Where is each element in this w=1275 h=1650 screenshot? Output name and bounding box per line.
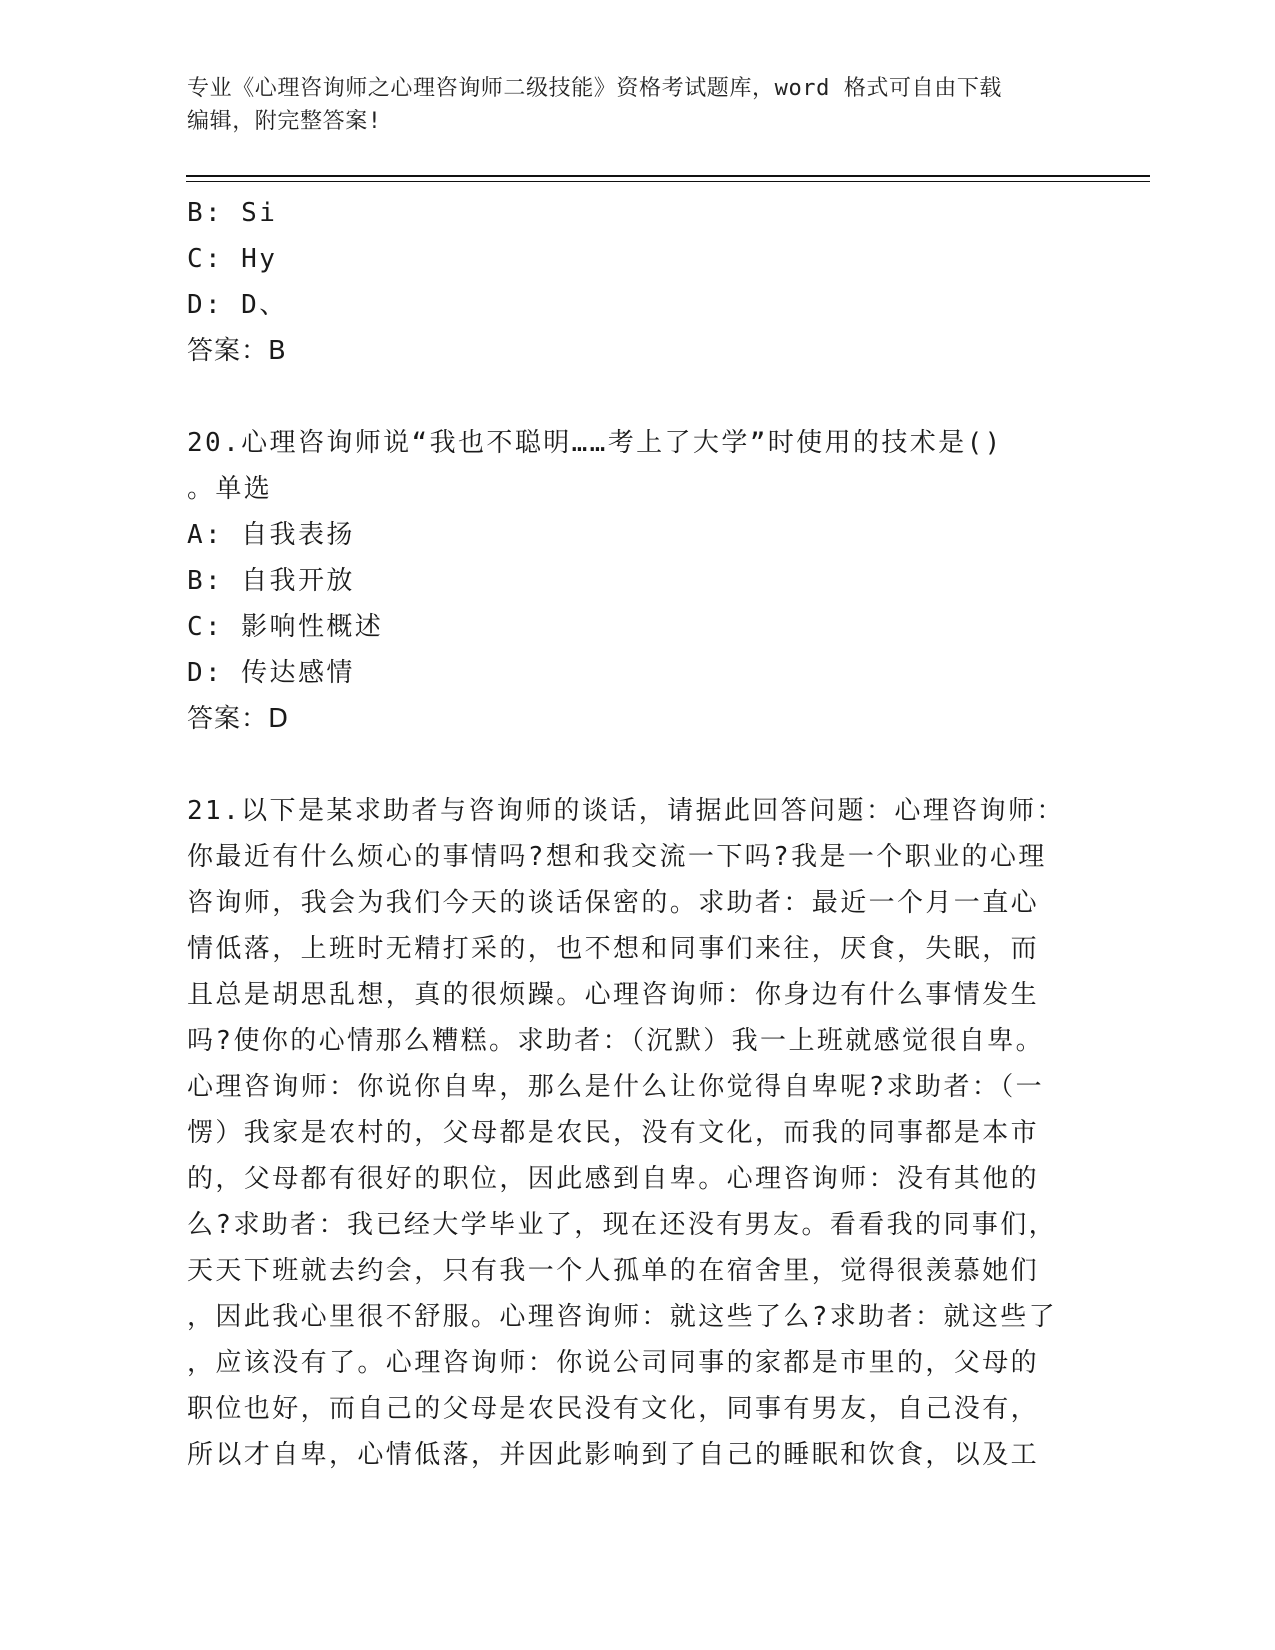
q20-answer: 答案：D	[187, 704, 290, 734]
q21-line: 咨询师，我会为我们今天的谈话保密的。求助者：最近一个月一直心	[187, 888, 1040, 918]
q21-line: 么?求助者：我已经大学毕业了，现在还没有男友。看看我的同事们，	[187, 1210, 1058, 1240]
header-line-2: 编辑，附完整答案!	[187, 109, 382, 134]
q21-line: 且总是胡思乱想，真的很烦躁。心理咨询师：你身边有什么事情发生	[187, 980, 1040, 1010]
q21-line: ，因此我心里很不舒服。心理咨询师：就这些了么?求助者：就这些了	[187, 1302, 1058, 1332]
header-line-1: 专业《心理咨询师之心理咨询师二级技能》资格考试题库，word 格式可自由下载	[187, 76, 1003, 101]
document-body	[187, 190, 1067, 1478]
q21-line: 所以才自卑，心情低落，并因此影响到了自己的睡眠和饮食，以及工	[187, 1440, 1040, 1470]
q21-line: 天天下班就去约会，只有我一个人孤单的在宿舍里，觉得很羡慕她们	[187, 1256, 1040, 1286]
q21-line: 你最近有什么烦心的事情吗?想和我交流一下吗?我是一个职业的心理	[187, 842, 1047, 872]
q20-option-a: A: 自我表扬	[187, 520, 355, 550]
q21-line: 职位也好，而自己的父母是农民没有文化，同事有男友，自己没有，	[187, 1394, 1040, 1424]
q20-stem-line-2: 。单选	[187, 474, 273, 504]
question-19-block	[187, 190, 1067, 374]
header-divider-thick	[186, 175, 1150, 177]
question-20-block	[187, 420, 1067, 742]
q21-line: 愣）我家是农村的，父母都是农民，没有文化，而我的同事都是本市	[187, 1118, 1040, 1148]
q19-option-d: D: D、	[187, 290, 288, 320]
q20-option-c: C: 影响性概述	[187, 612, 384, 642]
q19-option-c: C: Hy	[187, 244, 278, 274]
spacer	[187, 742, 1067, 788]
q20-stem-line-1: 20.心理咨询师说“我也不聪明……考上了大学”时使用的技术是()	[187, 428, 1003, 458]
q21-line: ，应该没有了。心理咨询师：你说公司同事的家都是市里的，父母的	[187, 1348, 1040, 1378]
q20-option-b: B: 自我开放	[187, 566, 355, 596]
header-divider-thin	[186, 181, 1150, 182]
document-header	[187, 72, 1067, 138]
q21-line: 吗?使你的心情那么糟糕。求助者：（沉默）我一上班就感觉很自卑。	[187, 1026, 1045, 1056]
q19-option-b: B: Si	[187, 198, 278, 228]
q21-line: 情低落，上班时无精打采的，也不想和同事们来往，厌食，失眠，而	[187, 934, 1040, 964]
q21-line: 的，父母都有很好的职位，因此感到自卑。心理咨询师：没有其他的	[187, 1164, 1040, 1194]
q21-line: 21.以下是某求助者与咨询师的谈话，请据此回答问题：心理咨询师：	[187, 796, 1065, 826]
question-21-block	[187, 788, 1067, 1478]
q21-line: 心理咨询师：你说你自卑，那么是什么让你觉得自卑呢?求助者：（一	[187, 1072, 1045, 1102]
spacer	[187, 374, 1067, 420]
q19-answer: 答案：B	[187, 336, 287, 366]
q20-option-d: D: 传达感情	[187, 658, 355, 688]
